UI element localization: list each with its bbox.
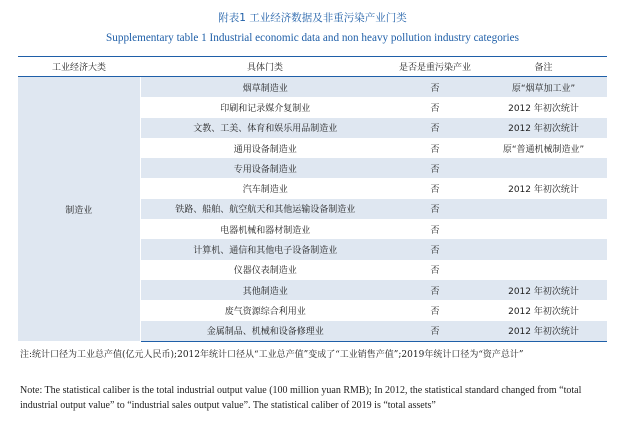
sector-cell: 烟草制造业: [140, 77, 390, 98]
category-cell: 制造业: [18, 77, 140, 342]
remark-cell: [480, 239, 607, 259]
sector-cell: 仪器仪表制造业: [140, 260, 390, 280]
table-title-cn: 附表1 工业经济数据及非重污染产业门类: [218, 12, 407, 24]
sector-cell: 文教、工美、体育和娱乐用品制造业: [140, 118, 390, 138]
header-remark: 备注: [480, 57, 607, 77]
sector-cell: 计算机、通信和其他电子设备制造业: [140, 239, 390, 259]
sector-cell: 铁路、船舶、航空航天和其他运输设备制造业: [140, 199, 390, 219]
heavy-pollution-cell: 否: [390, 199, 480, 219]
remark-cell: [480, 199, 607, 219]
heavy-pollution-cell: 否: [390, 300, 480, 320]
table-header-row: [18, 57, 607, 77]
sector-cell: 废气资源综合利用业: [140, 300, 390, 320]
heavy-pollution-cell: 否: [390, 239, 480, 259]
remark-cell: 2012 年初次统计: [480, 280, 607, 300]
sector-cell: 其他制造业: [140, 280, 390, 300]
heavy-pollution-cell: 否: [390, 260, 480, 280]
remark-cell: 原“烟草加工业”: [480, 77, 607, 98]
footnote-en: Note: The statistical caliber is the total industrial output value (100 million yuan RMB); In 2012, the statistical standard changed from “total industrial output value” to “industrial sales output value”. The statistical caliber of 2019 is “total assets”: [20, 385, 582, 411]
header-sector: 具体门类: [140, 57, 390, 77]
remark-cell: 2012 年初次统计: [480, 118, 607, 138]
sector-cell: 通用设备制造业: [140, 138, 390, 158]
heavy-pollution-cell: 否: [390, 97, 480, 117]
sector-cell: 汽车制造业: [140, 178, 390, 198]
remark-cell: [480, 260, 607, 280]
header-category: 工业经济大类: [18, 57, 140, 77]
heavy-pollution-cell: 否: [390, 178, 480, 198]
heavy-pollution-cell: 否: [390, 77, 480, 98]
heavy-pollution-cell: 否: [390, 219, 480, 239]
industry-table: [18, 56, 607, 342]
remark-cell: 原“普通机械制造业”: [480, 138, 607, 158]
heavy-pollution-cell: 否: [390, 280, 480, 300]
remark-cell: [480, 158, 607, 178]
sector-cell: 印刷和记录媒介复制业: [140, 97, 390, 117]
remark-cell: 2012 年初次统计: [480, 300, 607, 320]
header-heavy-pollution: 是否是重污染产业: [390, 57, 480, 77]
remark-cell: [480, 219, 607, 239]
table-title-en: Supplementary table 1 Industrial economic data and non heavy pollution industry categories: [106, 32, 519, 44]
footnote-cn: 注:统计口径为工业总产值(亿元人民币);2012年统计口径从“工业总产值”变成了“工业销售产值”;2019年统计口径为“资产总计”: [20, 350, 524, 360]
table-row: [18, 77, 607, 98]
sector-cell: 电器机械和器材制造业: [140, 219, 390, 239]
sector-cell: 金属制品、机械和设备修理业: [140, 321, 390, 342]
remark-cell: 2012 年初次统计: [480, 178, 607, 198]
heavy-pollution-cell: 否: [390, 138, 480, 158]
heavy-pollution-cell: 否: [390, 118, 480, 138]
table-body: [18, 77, 607, 342]
heavy-pollution-cell: 否: [390, 321, 480, 342]
sector-cell: 专用设备制造业: [140, 158, 390, 178]
remark-cell: 2012 年初次统计: [480, 321, 607, 342]
remark-cell: 2012 年初次统计: [480, 97, 607, 117]
heavy-pollution-cell: 否: [390, 158, 480, 178]
